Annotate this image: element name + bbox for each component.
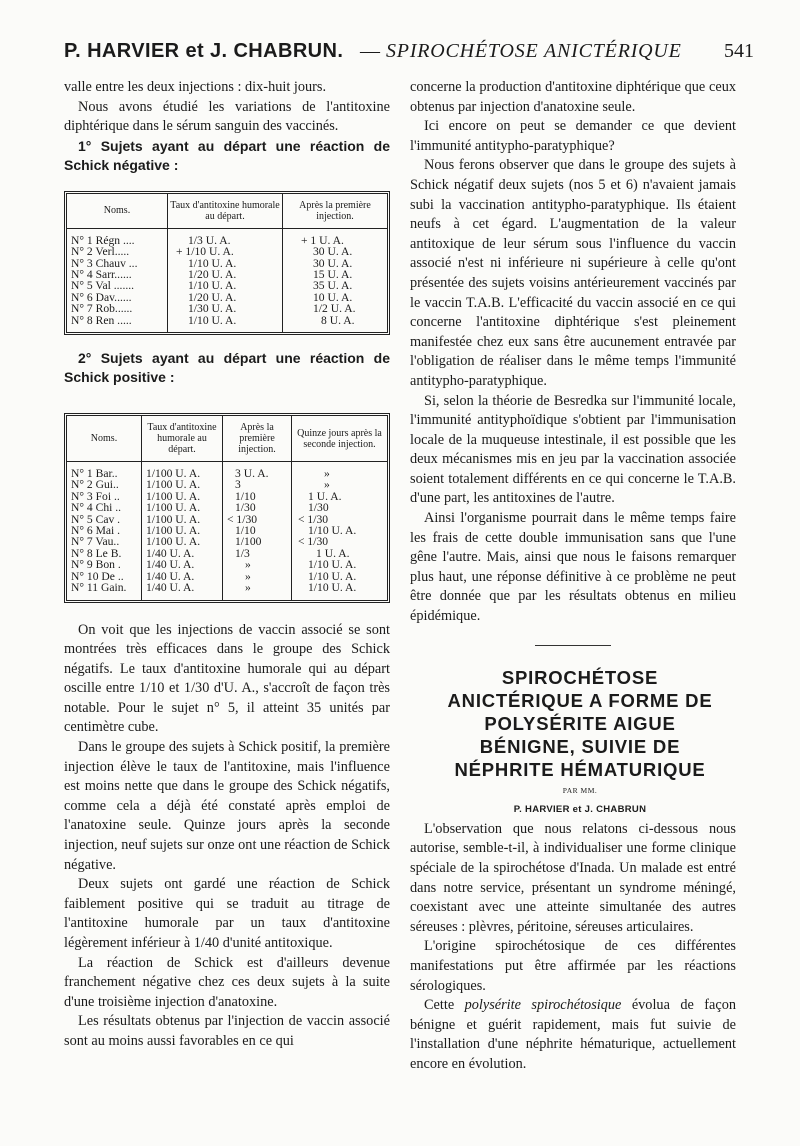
header-authors: P. HARVIER et J. CHABRUN.: [64, 40, 344, 62]
table-cell: 1/40 U. A.: [142, 571, 223, 582]
table-cell: 1/20 U. A.: [168, 269, 283, 280]
table-cell: 1/40 U. A.: [142, 548, 223, 559]
section-divider: [535, 645, 611, 646]
table-cell: 3: [223, 479, 292, 490]
table-cell: »: [223, 571, 292, 582]
table-cell: 1/100 U. A.: [142, 502, 223, 513]
table-cell: < 1/30: [298, 512, 329, 526]
table-cell: 1/100: [223, 536, 292, 547]
table-row: [67, 228, 387, 246]
byline: P. HARVIER et J. CHABRUN: [513, 804, 647, 816]
table-row: [67, 462, 387, 480]
table-cell: N° 10 De ..: [67, 571, 142, 582]
table-cell: 1/10 U. A.: [308, 524, 357, 538]
par-label: PAR MM.: [562, 785, 598, 795]
table-cell: N° 3 Foi ..: [67, 491, 142, 502]
paragraph: L'observation que nous relatons ci-dessous nous autorise, semble-t-il, à individualiser une forme clinique spéciale de la spirochétose d'Inada. Un malade est entré dans notre service, présentant un syndrome méningé, coexistant avec une atteinte simultanée des autres séreuses : plèvres, péritoine, séreuses articulaires.: [410, 820, 736, 935]
left-column: [64, 78, 390, 1052]
paragraph: La réaction de Schick est d'ailleurs devenue franchement négative chez ces deux sujets à la suite d'une troisième injection d'anatoxine.: [64, 954, 390, 1010]
text-span: Cette: [424, 997, 455, 1014]
table-row: [67, 582, 387, 599]
paragraph: valle entre les deux injections : dix-huit jours.: [64, 79, 327, 95]
table-cell: 1/100 U. A.: [142, 491, 223, 502]
table-cell: 1/2 U. A.: [313, 302, 356, 316]
page-number: 541: [724, 40, 754, 62]
article-title-line: NÉPHRITE HÉMATURIQUE: [454, 758, 706, 780]
table-header: Taux d'antitoxine humorale au départ.: [168, 194, 283, 229]
table-header: Quinze jours après la seconde injection.: [292, 416, 388, 462]
text-span: évolua de façon bénigne et guérit rapidement, mais fut suivie de l'installation d'une néphrite hématurique, actuellement encore en évolution.: [410, 997, 736, 1072]
table-cell: »: [324, 467, 330, 481]
table-cell: 1 U. A.: [316, 546, 350, 560]
table-cell: 1/30 U. A.: [168, 303, 283, 314]
paragraph: Les résultats obtenus par l'injection de vaccin associé sont au moins aussi favorables en ce qui: [64, 1013, 390, 1049]
table-cell: »: [223, 582, 292, 599]
table-cell: N° 5 Cav .: [67, 514, 142, 525]
table-cell: 1/100 U. A.: [142, 525, 223, 536]
table-cell: N° 5 Val .......: [67, 280, 168, 291]
section-heading: 1° Sujets ayant au départ une réaction de Schick négative :: [64, 137, 390, 173]
table-cell: 30 U. A.: [313, 256, 353, 270]
table-cell: N° 8 Ren .....: [67, 315, 168, 332]
paragraph: Deux sujets ont gardé une réaction de Schick faiblement positive qui se traduit au titrage de l'antitoxine humorale par un taux d'antitoxine légèrement inférieur à 1/40 d'unité antitoxique.: [64, 876, 390, 951]
table-cell: N° 9 Bon .: [67, 559, 142, 570]
header-dash: —: [360, 40, 380, 62]
article-title-line: ANICTÉRIQUE A FORME DE: [447, 689, 713, 711]
table-cell: 1/10: [223, 491, 292, 502]
table-cell: 1/40 U. A.: [142, 559, 223, 570]
article-title: [410, 666, 736, 781]
table-cell: < 1/30: [223, 514, 292, 525]
table-header: Après la première injection.: [283, 194, 388, 229]
table-cell: 1/10: [223, 525, 292, 536]
table-cell: 1/100 U. A.: [142, 514, 223, 525]
paragraph: Nous ferons observer que dans le groupe des sujets à Schick négatif deux sujets (nos 5 et 6) n'avaient jamais subi la vaccination antitypho-paratyphique. Ils étaient neufs à cet égard. L'augmentation de la valeur antitoxique de leur sérum sous l'influence du vaccin associé n'est ni inférieure ni supérieure à celle qu'ont présentée des sujets voisins antérieurement vaccinés par le vaccin T.A.B. L'efficacité du vaccin associé en ce qui concerne l'antitoxine diphtérique s'est pleinement manifestée chez eux sans être aucunement entravée par l'obligation de réaliser dans le même temps l'immunité antitypho-paratyphique.: [410, 157, 736, 389]
table-cell: + 1/10 U. A.: [168, 246, 283, 257]
table-cell: + 1 U. A.: [301, 233, 344, 247]
table-cell: 35 U. A.: [313, 279, 353, 293]
table-cell: 1/10 U. A.: [168, 315, 283, 332]
article-title-line: POLYSÉRITE AIGUE: [484, 712, 676, 734]
table-row: [67, 315, 387, 332]
paragraph: Dans le groupe des sujets à Schick positif, la première injection élève le taux de l'antitoxine, mais l'influence est moins nette que dans le groupe des Schick négatifs, comme cela a déjà été constaté après emploi de l'anatoxine seule. Quinze jours après la seconde injection, neuf sujets sur onze ont une réaction de Schick négative.: [64, 739, 390, 873]
table-cell: 8 U. A.: [321, 313, 355, 327]
paragraph: L'origine spirochétosique de ces différentes manifestations put être affirmée par les réactions sérologiques.: [410, 938, 736, 994]
table-cell: 1/40 U. A.: [142, 582, 223, 599]
table-cell: 1/10 U. A.: [168, 258, 283, 269]
table-cell: N° 7 Rob......: [67, 303, 168, 314]
table-cell: < 1/30: [298, 535, 329, 549]
table-cell: N° 1 Bar..: [67, 462, 142, 480]
table-header: Noms.: [67, 416, 142, 462]
table-row: [67, 559, 387, 570]
emphasis-text: polysérite spirochétosique: [464, 997, 622, 1014]
table-cell: 1/3: [223, 548, 292, 559]
table-cell: N° 2 Gui..: [67, 479, 142, 490]
table-cell: N° 6 Dav......: [67, 292, 168, 303]
table-cell: 1/30: [308, 501, 329, 515]
table-cell: 1/10 U. A.: [308, 581, 357, 595]
table-row: [67, 303, 387, 314]
table-cell: 15 U. A.: [313, 268, 353, 281]
paragraph: [410, 996, 736, 1074]
section-heading: 2° Sujets ayant au départ une réaction de Schick positive :: [64, 350, 390, 386]
table-header: Taux d'antitoxine humorale au départ.: [142, 416, 223, 462]
table-cell: 1 U. A.: [308, 489, 342, 503]
table-cell: 1/10 U. A.: [308, 569, 357, 583]
table-cell: 1/3 U. A.: [168, 228, 283, 246]
table-cell: 1/100 U. A.: [142, 536, 223, 547]
table-cell: 1/20 U. A.: [168, 292, 283, 303]
table-header: Noms.: [67, 194, 168, 229]
table-cell: N° 4 Sarr......: [67, 269, 168, 280]
table-cell: N° 2 Verl.....: [67, 246, 168, 257]
table-cell: 1/10 U. A.: [308, 558, 357, 572]
table-cell: 1/30: [223, 502, 292, 513]
table-cell: 10 U. A.: [313, 290, 353, 304]
table-cell: 1/100 U. A.: [142, 462, 223, 480]
table-cell: N° 7 Vau..: [67, 536, 142, 547]
paragraph: On voit que les injections de vaccin associé se sont montrées très efficaces dans le groupe des Schick négatifs. Le taux d'antitoxine humorale qui au départ oscille entre 1/10 et 1/30 d'U. A., s'accroît de façon très notable. Pour le sujet n° 5, il atteint 35 unités par centimètre cube.: [64, 621, 390, 736]
table-cell: »: [324, 478, 330, 492]
article-title-line: SPIROCHÉTOSE: [501, 666, 659, 688]
paragraph: Ici encore on peut se demander ce que devient l'immunité antitypho-paratyphique?: [410, 118, 736, 154]
right-column: [410, 78, 736, 1075]
table-cell: N° 1 Régn ....: [67, 228, 168, 246]
running-header: [64, 40, 754, 68]
table-cell: N° 8 Le B.: [67, 548, 142, 559]
header-running-title: SPIROCHÉTOSE ANICTÉRIQUE: [386, 40, 682, 62]
table-cell: 1/10 U. A.: [168, 280, 283, 291]
table-cell: 30 U. A.: [313, 245, 353, 259]
paragraph: Si, selon la théorie de Besredka sur l'immunité locale, l'immunité antityphoïdique s'obtient par l'immunisation locale de la muqueuse intestinale, il est possible que les deux mécanismes mis en jeu par la vaccination associée soient totalement différents en ce qui concerne le T.A.B. d'une part, les antitoxines de l'autre.: [410, 392, 736, 507]
table-cell: 1/100 U. A.: [142, 479, 223, 490]
table-cell: N° 4 Chi ..: [67, 502, 142, 513]
table-schick-positive: [64, 413, 390, 602]
table-cell: 3 U. A.: [223, 462, 292, 480]
article-title-line: BÉNIGNE, SUIVIE DE: [479, 735, 681, 757]
table-row: [67, 502, 387, 513]
table-cell: N° 3 Chauv ...: [67, 258, 168, 269]
paragraph: concerne la production d'antitoxine diphtérique que ceux obtenus par injection d'anatoxine seule.: [410, 79, 736, 115]
paragraph: Ainsi l'organisme pourrait dans le même temps faire les frais de cette double immunisation sans que l'une gêne l'autre. Mais, ainsi que nous le faisons remarquer plus haut, une réponse définitive à ce problème ne peut être donnée que par les résultats obtenus en milieu épidémique.: [410, 510, 736, 625]
table-header: Après la première injection.: [223, 416, 292, 462]
paragraph: Nous avons étudié les variations de l'antitoxine diphtérique dans le sérum sanguin des vaccinés.: [64, 98, 390, 135]
table-cell: »: [223, 559, 292, 570]
table-schick-negative: [64, 191, 390, 335]
table-row: [67, 246, 387, 257]
table-cell: N° 6 Mai .: [67, 525, 142, 536]
table-cell: N° 11 Gain.: [67, 582, 142, 599]
